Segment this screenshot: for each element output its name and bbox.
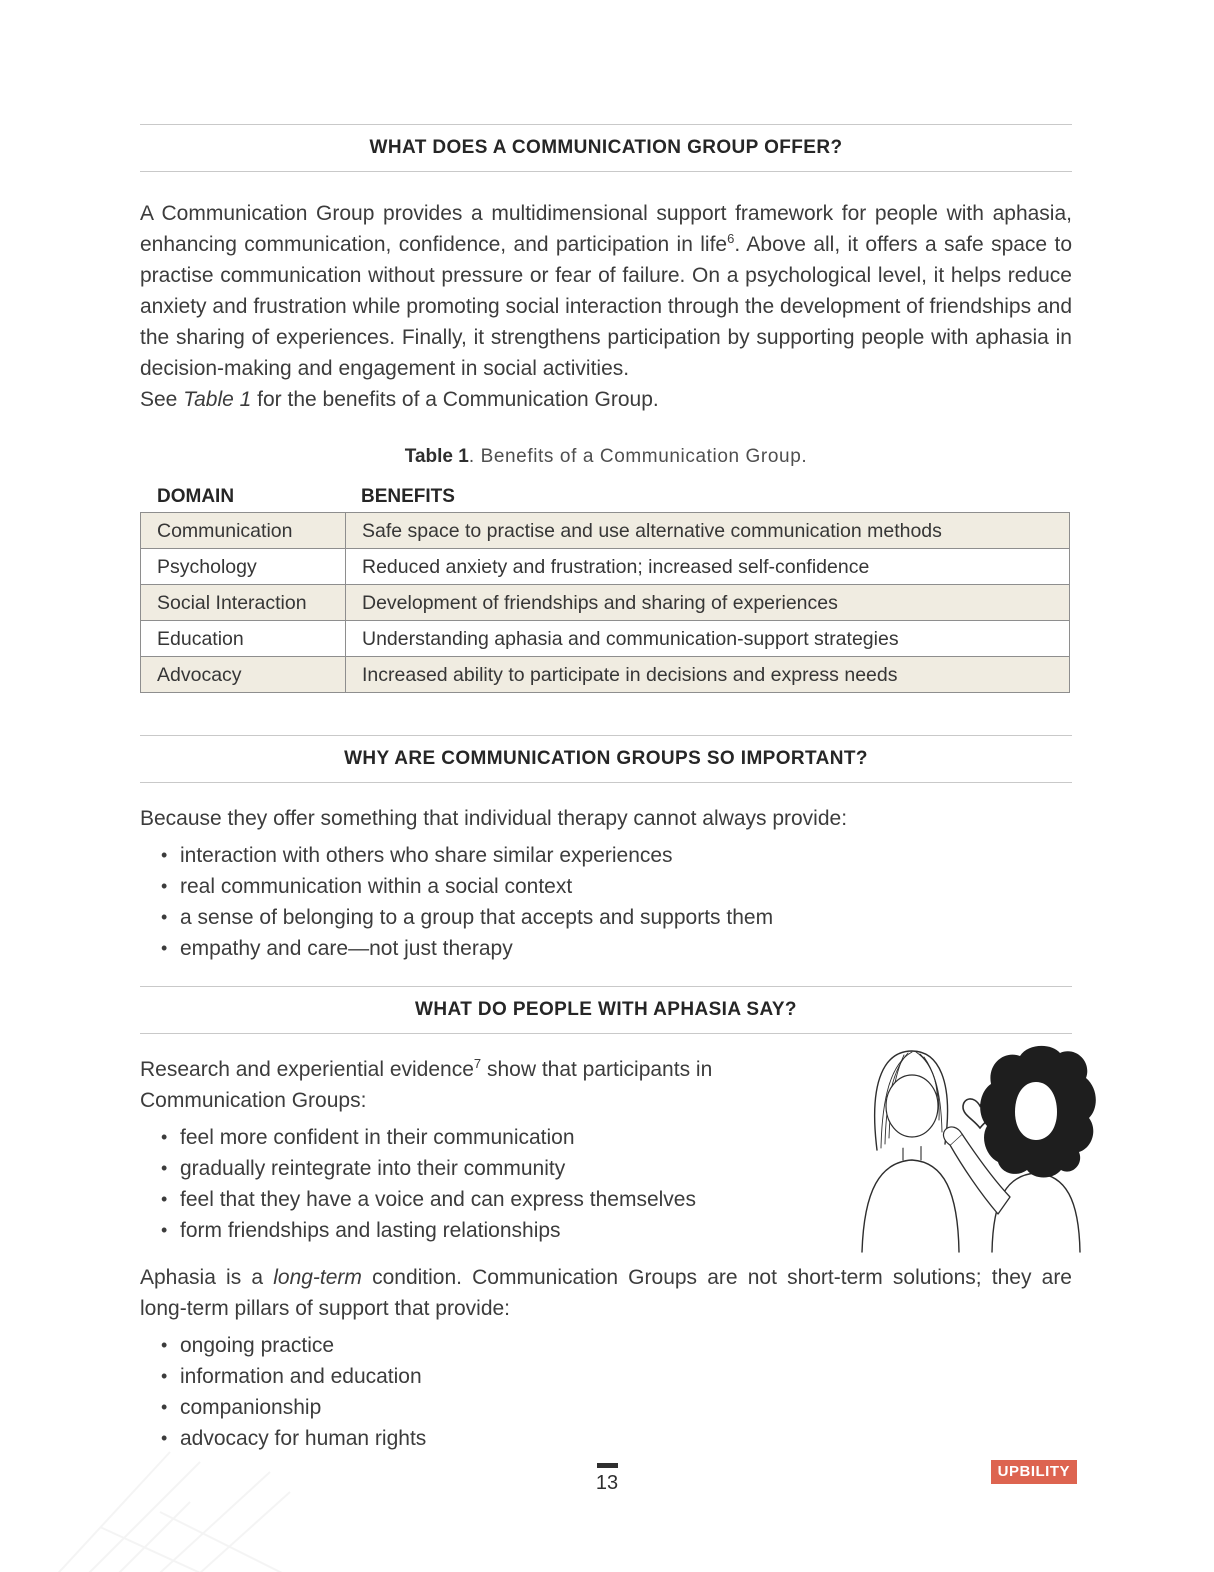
list-item: • advocacy for human rights [140, 1423, 1072, 1454]
list-item: • feel more confident in their communication [140, 1122, 856, 1153]
table-row [141, 513, 1070, 549]
see-text: See [140, 388, 184, 411]
table-row [141, 585, 1070, 621]
say-text-column [140, 1054, 856, 1246]
cell-benefit: Safe space to practise and use alternative communication methods [346, 513, 1070, 549]
say-intro-text-rest: show that participants in Communication Groups: [140, 1058, 713, 1112]
list-item: • feel that they have a voice and can express themselves [140, 1184, 856, 1215]
longterm-bullet-list [140, 1330, 1072, 1454]
table-caption [140, 445, 1072, 469]
two-women-heart-illustration [846, 1038, 1098, 1258]
list-item: • companionship [140, 1392, 1072, 1423]
important-bullet-list [140, 840, 1072, 964]
cell-domain: Psychology [141, 549, 346, 585]
list-item: • empathy and care—not just therapy [140, 933, 1072, 964]
table-caption-text: . Benefits of a Communication Group. [468, 446, 808, 467]
table-row [141, 657, 1070, 693]
table-row [141, 621, 1070, 657]
section-heading-important [140, 735, 1072, 783]
section-title: WHAT DOES A COMMUNICATION GROUP OFFER? [369, 137, 843, 158]
left-woman-body [862, 1160, 959, 1252]
section-heading-offer [140, 124, 1072, 172]
cell-benefit: Increased ability to participate in decisions and express needs [346, 657, 1070, 693]
paragraph-text: . Above all, it offers a safe space to practise communication without pressure or fear of failure. On a psychological level, it helps reduce anxiety and frustration while promoting social interaction through the development of friendships and the sharing of experiences. Finally, it strengthens participation by supporting people with aphasia in decision-making and engagement in social activities. [140, 233, 1073, 380]
cell-domain: Communication [141, 513, 346, 549]
page-number-dash [597, 1463, 618, 1468]
page-number: 13 [595, 1472, 619, 1494]
column-header-benefits: BENEFITS [361, 486, 455, 507]
benefits-table [140, 512, 1070, 693]
list-item: • real communication within a social context [140, 871, 1072, 902]
cell-domain: Education [141, 621, 346, 657]
say-intro [140, 1054, 856, 1116]
column-header-domain: DOMAIN [157, 486, 235, 507]
cell-domain: Social Interaction [141, 585, 346, 621]
list-item: • gradually reintegrate into their community [140, 1153, 856, 1184]
list-item: • a sense of belonging to a group that accepts and supports them [140, 902, 1072, 933]
table-reference: Table 1 [183, 388, 252, 411]
table-row [141, 549, 1070, 585]
important-intro: Because they offer something that individual therapy cannot always provide: [140, 807, 848, 830]
longterm-paragraph [140, 1262, 1072, 1324]
footnote-ref-7: 7 [473, 1056, 482, 1071]
say-section-body [140, 1054, 1072, 1246]
longterm-italic: long-term [273, 1266, 362, 1289]
cell-benefit: Reduced anxiety and frustration; increased self-confidence [346, 549, 1070, 585]
longterm-text: Aphasia is a [140, 1266, 274, 1289]
list-item: • ongoing practice [140, 1330, 1072, 1361]
table-caption-label: Table 1 [404, 446, 469, 467]
table-column-headers [140, 485, 1072, 509]
say-bullet-list [140, 1122, 856, 1246]
left-woman-face [886, 1075, 938, 1137]
list-item: • form friendships and lasting relationships [140, 1215, 856, 1246]
section-heading-say [140, 986, 1072, 1034]
page-content [0, 124, 1214, 1454]
upbility-logo: UPBILITY [991, 1460, 1077, 1484]
say-intro-text: Research and experiential evidence [140, 1058, 474, 1081]
say-illustration-column [856, 1054, 1072, 1246]
see-table-line [140, 384, 1072, 415]
list-item: • information and education [140, 1361, 1072, 1392]
cell-benefit: Development of friendships and sharing of experiences [346, 585, 1070, 621]
section-title: WHAT DO PEOPLE WITH APHASIA SAY? [415, 999, 797, 1020]
right-woman-body [992, 1173, 1080, 1252]
longterm-text-rest: condition. Communication Groups are not short-term solutions; they are long-term pillars of support that provide: [140, 1266, 1072, 1320]
cell-benefit: Understanding aphasia and communication-support strategies [346, 621, 1070, 657]
see-text-rest: for the benefits of a Communication Group. [251, 388, 659, 411]
list-item: • interaction with others who share similar experiences [140, 840, 1072, 871]
paragraph-text: A Communication Group provides a multidimensional support framework for people with aphasia, enhancing communication, confidence, and participation in life [140, 202, 1072, 256]
offer-paragraph [140, 198, 1072, 384]
section-title: WHY ARE COMMUNICATION GROUPS SO IMPORTANT? [344, 748, 868, 769]
right-woman-face [1015, 1082, 1057, 1140]
cell-domain: Advocacy [141, 657, 346, 693]
footnote-ref-6: 6 [727, 231, 735, 246]
